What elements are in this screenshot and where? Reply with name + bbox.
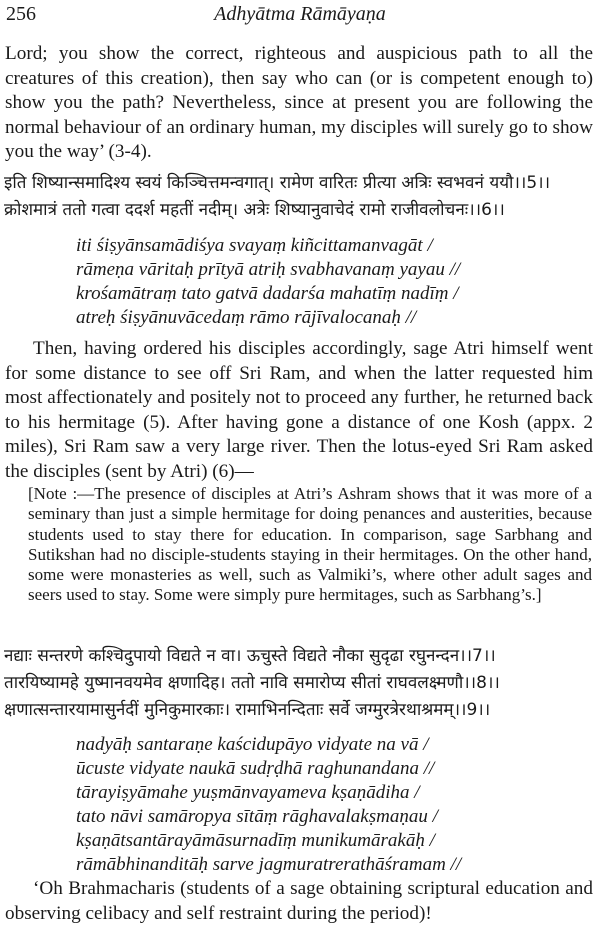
sanskrit-line: क्रोशमात्रं ततो गत्वा ददर्श महतीं नदीम्। अत्रेः शिष्यानुवाचेदं रामो राजीवलोचनः।।6।।	[4, 200, 505, 220]
sanskrit-line: नद्याः सन्तरणे कश्चिदुपायो विद्यते न वा। ऊचुस्ते विद्यते नौका सुदृढा रघुनन्दन।।7।।	[4, 646, 496, 666]
translit-line: rāmeṇa vāritaḥ prītyā atriḥ svabhavanaṃ yayau //	[76, 259, 461, 280]
paragraph-2-text: Then, having ordered his disciples accordingly, sage Atri himself went for some distance to see off Sri Ram, and when the latter requested him most affectionately and positely not to proceed any further, he returned back to his hermitage (5). After having gone a distance of one Kosh (appx. 2 miles), Sri Ram saw a very large river. Then the lotus-eyed Sri Ram asked the disciples (sent by Atri) (6)—	[5, 338, 593, 482]
paragraph-1	[5, 42, 593, 165]
sanskrit-line: इति शिष्यान्समादिश्य स्वयं किञ्चित्तमन्वगात्। रामेण वारितः प्रीत्या अत्रिः स्वभवनं ययौ।।5।।	[4, 173, 551, 193]
translit-line: krośamātraṃ tato gatvā dadarśa mahatīṃ nadīṃ /	[76, 283, 459, 304]
sanskrit-verse-7-9	[4, 645, 600, 721]
page-number: 256	[6, 3, 36, 25]
sanskrit-line: तारयिष्यामहे युष्मानवयमेव क्षणादिह। ततो नावि समारोप्य सीतां राघवलक्ष्मणौ।।8।।	[4, 673, 500, 693]
translit-line: rāmābhinanditāḥ sarve jagmuratrerathāśramam //	[76, 854, 462, 875]
note-text: [Note :—The presence of disciples at Atri’s Ashram shows that it was more of a seminary than just a simple hermitage for doing penances and austerities, because students used to stay there for education. In comparison, sage Sarbhang and Sutikshan had no disciple-students staying in their hermitages. On the other hand, some were monasteries as well, such as Valmiki’s, where other adult sages and seers used to stay. Some were simply pure hermitages, such as Sarbhang’s.]	[28, 484, 592, 605]
translit-line: iti śiṣyānsamādiśya svayaṃ kiñcittamanvagāt /	[76, 235, 433, 256]
running-title: Adhyātma Rāmāyaṇa	[214, 3, 386, 25]
translit-line: nadyāḥ santaraṇe kaścidupāyo vidyate na vā /	[76, 734, 429, 755]
transliteration-verse-7-9	[76, 733, 516, 877]
translit-line: ūcuste vidyate naukā sudṛḍhā raghunandana //	[76, 758, 435, 779]
note-block	[28, 484, 592, 606]
sanskrit-line: क्षणात्सन्तारयामासुर्नदीं मुनिकुमारकाः। रामाभिनन्दिताः सर्वे जग्मुरत्रेरथाश्रमम्।।9।।	[4, 700, 491, 720]
translit-line: tato nāvi samāropya sītāṃ rāghavalakṣmaṇau /	[76, 806, 438, 827]
sanskrit-verse-5-6	[4, 172, 600, 221]
paragraph-1-text: Lord; you show the correct, righteous and auspicious path to all the creatures of this creation), then say who can (or is competent enough to) show you the path? Nevertheless, since at present you are following the normal behaviour of an ordinary human, my disciples will surely go to show you the way’ (3-4).	[5, 43, 593, 163]
translit-line: tārayiṣyāmahe yuṣmānvayameva kṣaṇādiha /	[76, 782, 420, 803]
translit-line: atreḥ śiṣyānuvācedaṃ rāmo rājīvalocanaḥ //	[76, 307, 417, 328]
paragraph-2	[5, 337, 593, 485]
translit-line: kṣaṇātsantārayāmāsurnadīṃ munikumārakāḥ /	[76, 830, 435, 851]
paragraph-3-text: ‘Oh Brahmacharis (students of a sage obtaining scriptural education and observing celibacy and self restraint during the period)!	[5, 878, 593, 924]
page-header	[0, 0, 600, 30]
transliteration-verse-5-6	[76, 234, 516, 330]
paragraph-3	[5, 877, 593, 926]
